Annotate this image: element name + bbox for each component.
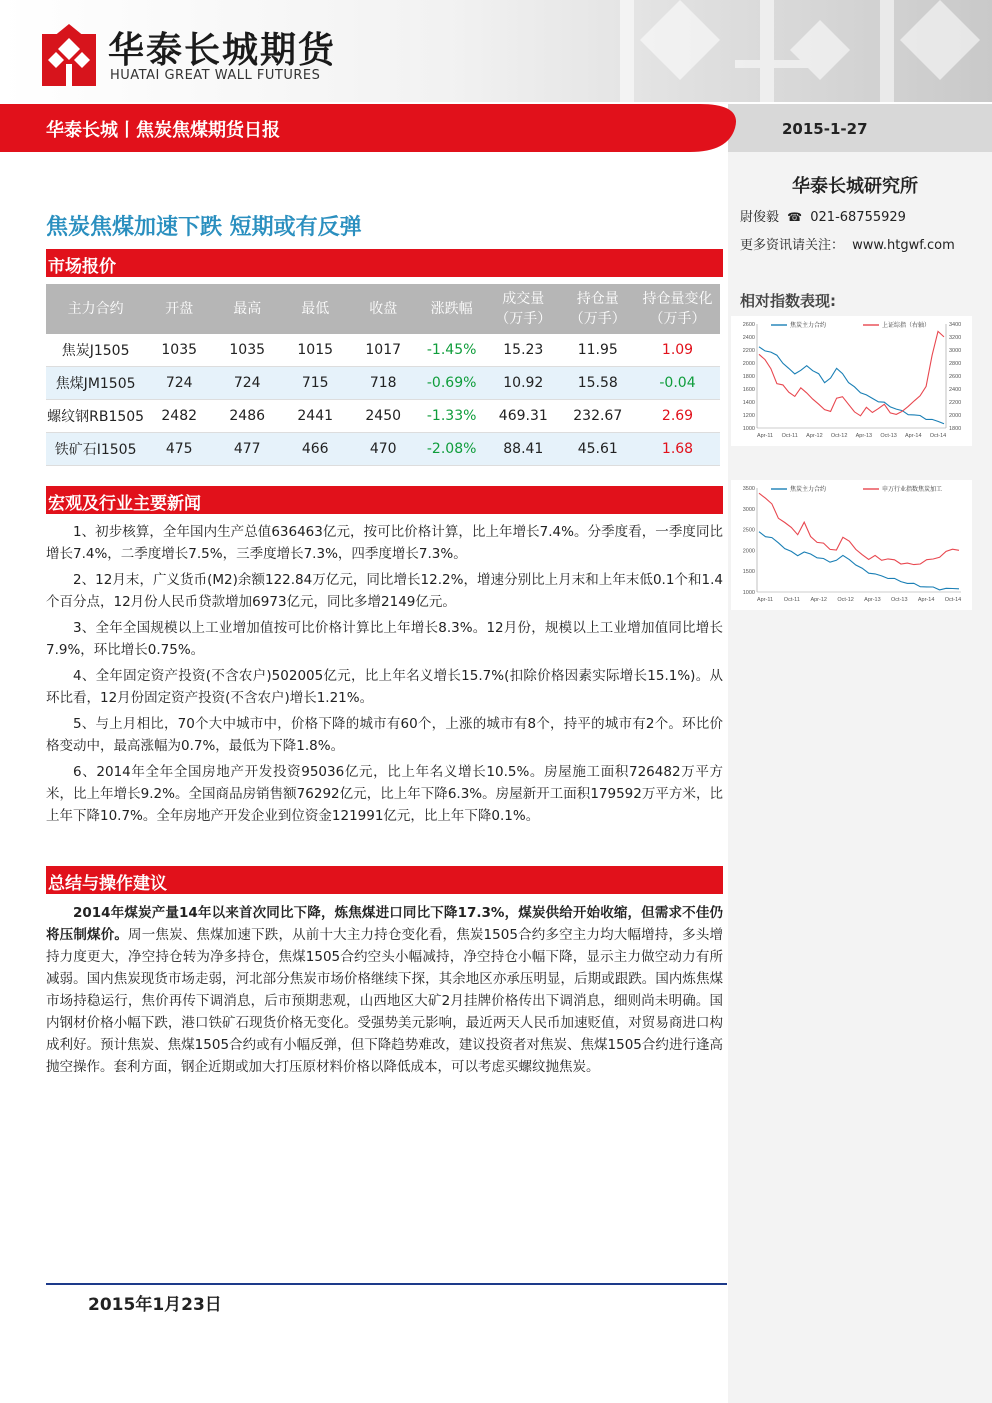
- y-right-tick-label: 1800: [949, 426, 962, 432]
- legend-label: 焦炭主力合约: [790, 486, 827, 493]
- x-tick-label: Oct-12: [837, 597, 854, 603]
- col-header: 持仓量变化 （万手）: [635, 284, 720, 334]
- col-header: 最高: [213, 284, 281, 334]
- summary-lead: 2014年煤炭产量14年以来首次同比下降，炼焦煤进口同比下降17.3%，煤炭供给开始收缩，但需求不佳仍将压制煤价。: [46, 905, 723, 943]
- col-header: 主力合约: [46, 284, 145, 334]
- chart-coke-vs-shanghai: [731, 316, 972, 446]
- y-right-tick-label: 2200: [949, 400, 962, 406]
- section-title-news: 宏观及行业主要新闻: [48, 494, 201, 514]
- x-tick-label: Oct-11: [783, 597, 800, 603]
- table-row: 焦煤JM1505 724 724 715 718 -0.69% 10.92 15.58 -0.04: [46, 367, 720, 400]
- company-name-cn: 华泰长城期货: [108, 30, 337, 71]
- footer-divider: [46, 1283, 727, 1285]
- x-tick-label: Oct-13: [880, 433, 897, 439]
- x-tick-label: Apr-12: [806, 433, 823, 439]
- x-tick-label: Apr-11: [756, 433, 774, 439]
- col-header: 持仓量 （万手）: [561, 284, 635, 334]
- analyst-name: 尉俊毅: [740, 210, 780, 225]
- section-title-summary: 总结与操作建议: [48, 874, 167, 894]
- series-line: [759, 347, 944, 424]
- y-tick-label: 1000: [742, 590, 755, 596]
- news-item: 3、全年全国规模以上工业增加值按可比价格计算比上年增长8.3%。12月份，规模以上工业增加值同比增长7.9%，环比增长0.75%。: [46, 620, 723, 658]
- series-line: [759, 532, 959, 590]
- section-title-market: 市场报价: [48, 257, 116, 277]
- y-tick-label: 3000: [742, 506, 755, 513]
- col-header: 最低: [281, 284, 349, 334]
- y-tick-label: 1400: [742, 400, 755, 406]
- col-header: 收盘: [349, 284, 417, 334]
- series-line: [759, 493, 959, 564]
- y-tick-label: 2000: [742, 361, 755, 367]
- institute-name: 华泰长城研究所: [792, 176, 918, 197]
- company-name-en: HUATAI GREAT WALL FUTURES: [110, 68, 321, 83]
- section-bar-news: [46, 486, 723, 514]
- analyst-phone: 021-68755929: [810, 210, 906, 225]
- y-right-tick-label: 3000: [949, 348, 962, 354]
- table-row: 螺纹钢RB1505 2482 2486 2441 2450 -1.33% 469.31 232.67 2.69: [46, 400, 720, 433]
- y-right-tick-label: 3400: [949, 322, 962, 328]
- y-tick-label: 1800: [742, 374, 755, 380]
- col-header: 开盘: [145, 284, 213, 334]
- col-header: 成交量 （万手）: [486, 284, 560, 334]
- chart-coke-vs-sector: [731, 480, 972, 610]
- y-tick-label: 2400: [742, 335, 755, 341]
- table-header-row: [46, 284, 720, 334]
- website-label: 更多资讯请关注：: [740, 238, 845, 253]
- col-header: 涨跌幅: [417, 284, 486, 334]
- table-row: 铁矿石I1505 475 477 466 470 -2.08% 88.41 45.61 1.68: [46, 433, 720, 466]
- x-tick-label: Oct-14: [929, 433, 947, 439]
- table-row: 焦炭J1505 1035 1035 1015 1017 -1.45% 15.23 11.95 1.09: [46, 334, 720, 367]
- summary-text: [46, 902, 723, 1082]
- y-tick-label: 2600: [742, 322, 755, 328]
- legend-label: 焦炭主力合约: [790, 322, 827, 329]
- summary-body: 周一焦炭、焦煤加速下跌，从前十大主力持仓变化看，焦炭1505合约多空主力均大幅增持，多头增持力度更大，净空持仓转为净多持仓，焦煤1505合约空头小幅减持，净空持仓小幅下降，显示主力做空动力有所减弱。国内焦炭现货市场走弱，河北部分焦炭市场价格继续下探，其余地区亦承压明显，后期或跟跌。国内炼焦煤市场持稳运行，焦价再传下调消息，后市预期悲观，山西地区大矿2月挂牌价格传出下调消息，细则尚未明确。国内钢材价格小幅下跌，港口铁矿石现货价格无变化。受强势美元影响，最近两天人民币加速贬值，对贸易商进口构成利好。预计焦炭、焦煤1505合约或有小幅反弹，但下降趋势难改，建议投资者对焦炭、焦煤1505合约进行逢高抛空操作。套利方面，钢企近期或加大打压原材料价格以降低成本，可以考虑买螺纹抛焦炭。: [46, 927, 724, 1075]
- y-tick-label: 1200: [742, 413, 755, 419]
- x-tick-label: Oct-11: [781, 433, 798, 439]
- news-item: 1、初步核算，全年国内生产总值636463亿元，按可比价格计算，比上年增长7.4%。分季度看，一季度同比增长7.4%，二季度增长7.5%，三季度增长7.3%，四季度增长7.3%。: [46, 524, 723, 562]
- x-tick-label: Apr-12: [810, 597, 827, 603]
- news-list: [46, 521, 723, 831]
- y-tick-label: 2200: [742, 348, 755, 354]
- quote-table: [46, 284, 720, 466]
- section-bar-summary: [46, 866, 723, 894]
- report-date: 2015-1-27: [782, 120, 868, 138]
- y-right-tick-label: 2600: [949, 374, 962, 380]
- y-right-tick-label: 2000: [949, 413, 962, 419]
- news-item: 6、2014年全年全国房地产开发投资95036亿元，比上年名义增长10.5%。房屋施工面积726482万平方米，比上年增长9.2%。全国商品房销售额76292亿元，比上年下降6.3%。房屋新开工面积179592万平方米，比上年下降10.7%。全年房地产开发企业到位资金121991亿元，比上年下降0.1%。: [46, 764, 723, 824]
- y-right-tick-label: 2400: [949, 387, 962, 393]
- x-tick-label: Oct-12: [830, 433, 848, 439]
- news-item: 2、12月末，广义货币(M2)余额122.84万亿元，同比增长12.2%，增速分别比上月末和上年末低0.1个和1.4个百分点，12月份人民币贷款增加6973亿元，同比多增2149亿元。: [46, 572, 723, 610]
- y-tick-label: 1500: [742, 569, 755, 576]
- article-title: 焦炭焦煤加速下跌 短期或有反弹: [46, 215, 362, 240]
- header-decoration: [560, 0, 992, 102]
- website-line: [740, 234, 955, 253]
- news-item: 4、全年固定资产投资(不含农户)502005亿元，比上年名义增长15.7%(扣除价格因素实际增长15.1%)。从环比看，12月份固定资产投资(不含农户)增长1.21%。: [46, 668, 723, 706]
- index-performance-heading: 相对指数表现:: [740, 292, 836, 310]
- company-logo-icon: [42, 24, 96, 86]
- series-line: [759, 331, 944, 415]
- news-item: 5、与上月相比，70个大中城市中，价格下降的城市有60个，上涨的城市有8个，持平的城市有2个。环比价格变动中，最高涨幅为0.7%，最低为下降1.8%。: [46, 716, 723, 754]
- analyst-line: [740, 206, 906, 225]
- phone-icon: ☎: [787, 210, 803, 224]
- x-tick-label: Apr-14: [905, 433, 922, 439]
- page-header: [0, 0, 992, 102]
- footer-date: 2015年1月23日: [88, 1295, 222, 1315]
- legend-label: 申万行业指数焦炭加工: [882, 486, 943, 493]
- y-tick-label: 1600: [742, 387, 755, 393]
- x-tick-label: Oct-14: [944, 597, 962, 603]
- y-tick-label: 2000: [742, 548, 755, 555]
- y-tick-label: 3500: [742, 486, 755, 492]
- y-right-tick-label: 3200: [949, 335, 962, 341]
- x-tick-label: Apr-13: [855, 433, 873, 439]
- y-tick-label: 1000: [742, 426, 755, 432]
- section-bar-market: [46, 249, 723, 277]
- website-link[interactable]: www.htgwf.com: [852, 238, 955, 253]
- legend-label: 上证综指（右轴）: [882, 322, 931, 329]
- report-title: 华泰长城丨焦炭焦煤期货日报: [46, 120, 280, 141]
- y-tick-label: 2500: [742, 527, 755, 534]
- x-tick-label: Oct-13: [891, 597, 908, 603]
- y-right-tick-label: 2800: [949, 361, 962, 367]
- x-tick-label: Apr-14: [917, 597, 935, 603]
- x-tick-label: Apr-11: [756, 597, 774, 603]
- x-tick-label: Apr-13: [864, 597, 881, 603]
